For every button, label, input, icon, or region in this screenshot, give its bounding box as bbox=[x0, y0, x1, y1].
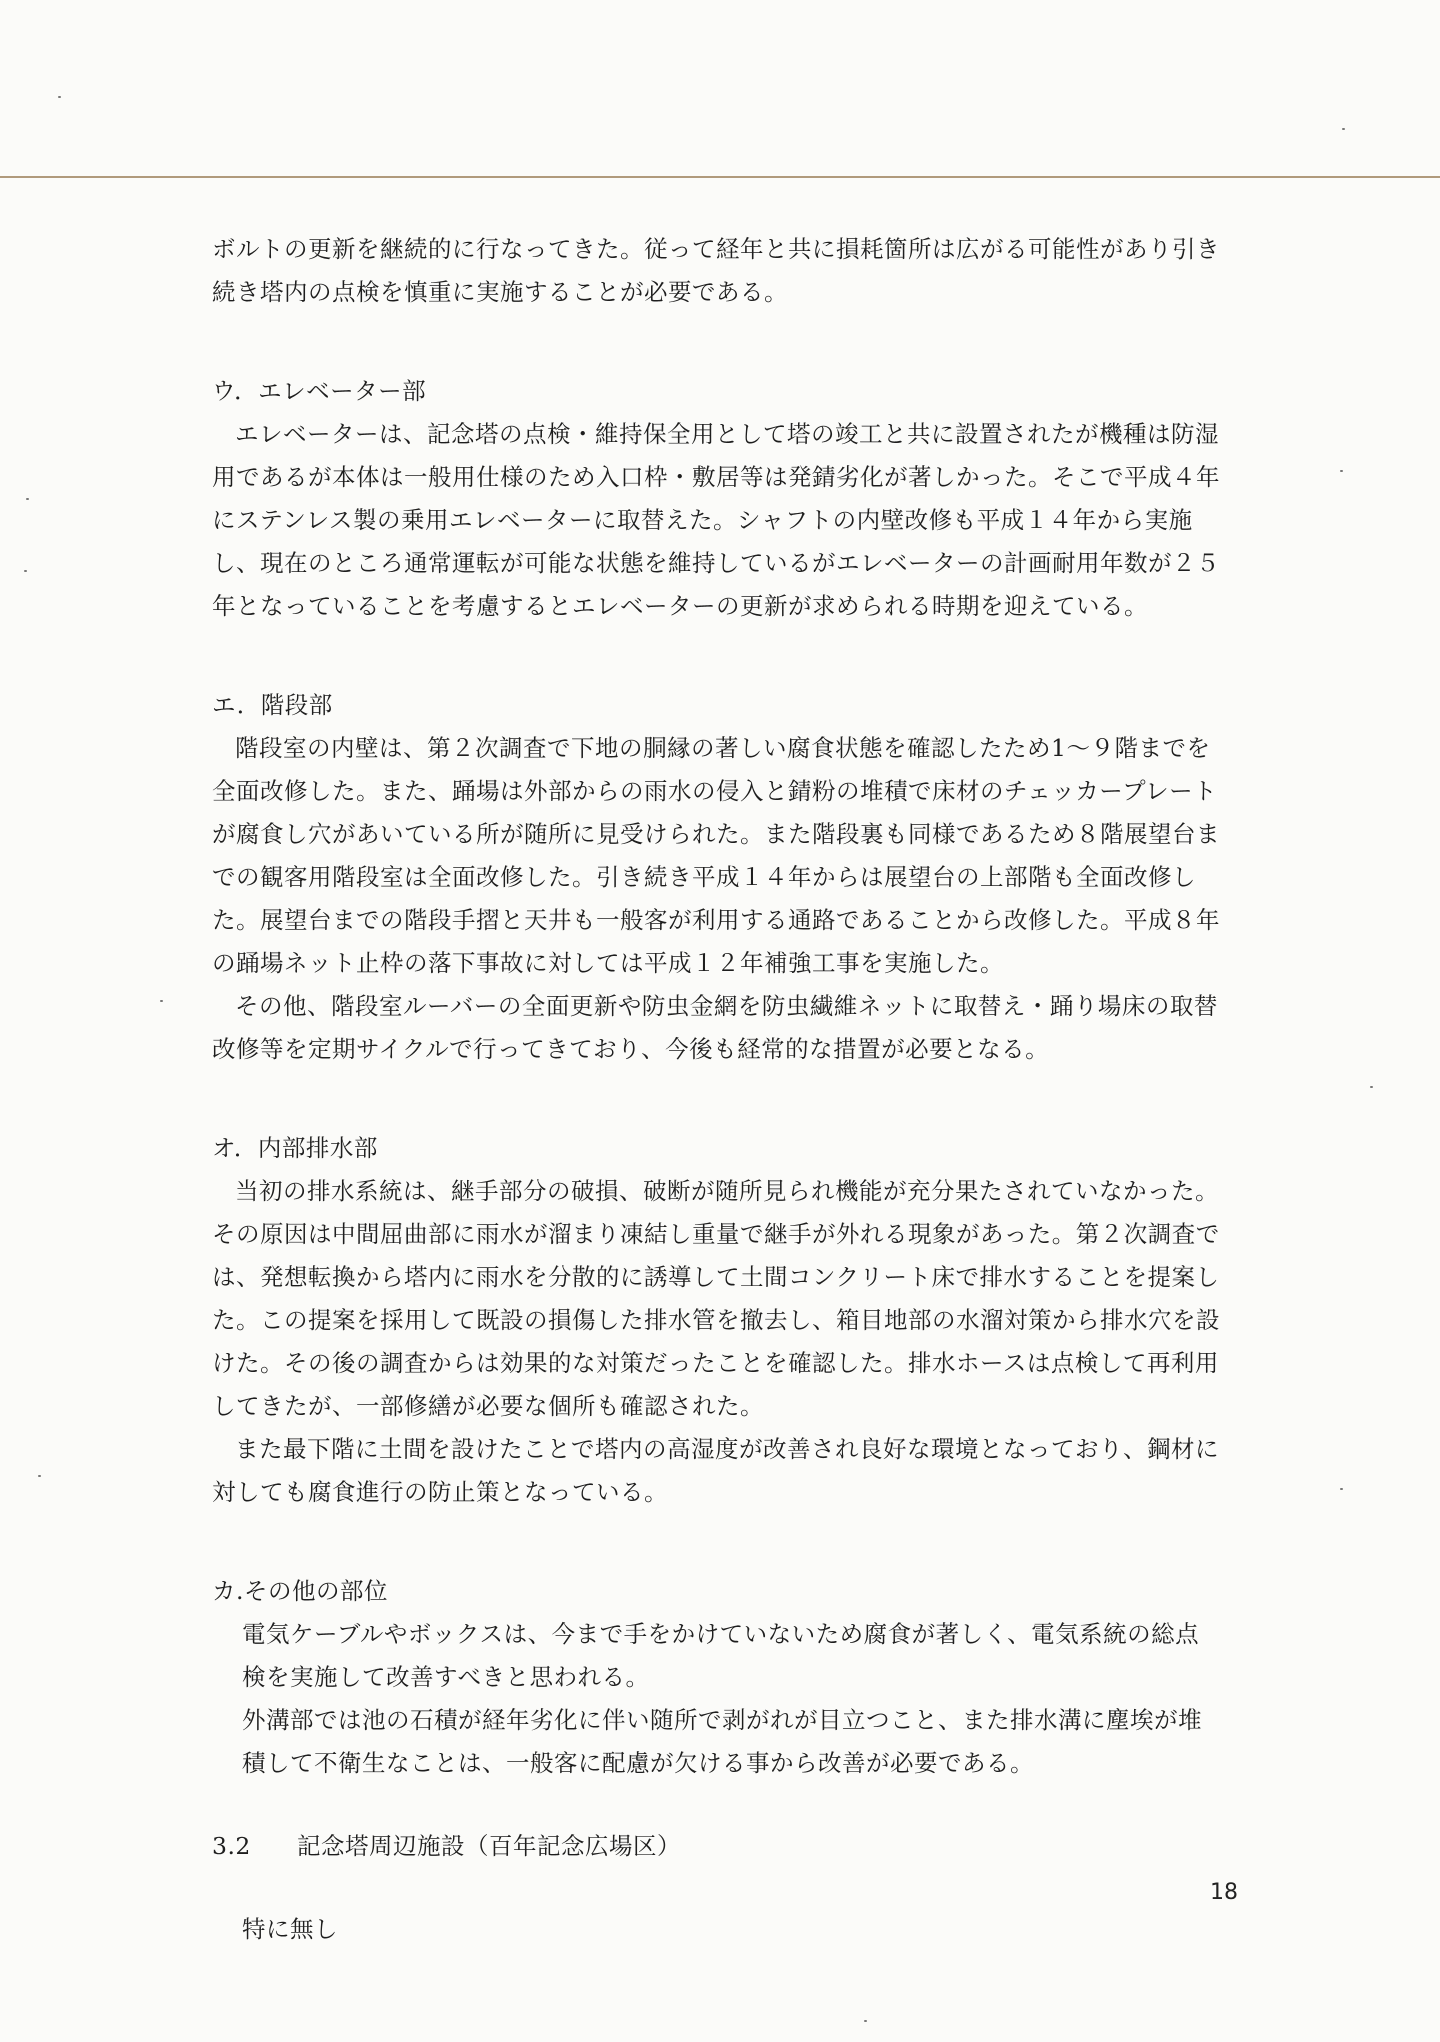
spacer bbox=[212, 1868, 1222, 1908]
scan-speck bbox=[1340, 1488, 1343, 1490]
section-drainage bbox=[212, 1127, 1222, 1514]
section-other-parts bbox=[212, 1570, 1222, 1785]
other-parts-paragraph-1: 電気ケーブルやボックスは、今まで手をかけていないため腐食が著しく、電気系統の総点検を実施して改善すべきと思われる。 bbox=[242, 1620, 1200, 1691]
section-heading-elevator: ウ．エレベーター部 bbox=[212, 377, 427, 405]
elevator-paragraph: エレベーターは、記念塔の点検・維持保全用として塔の竣工と共に設置されたが機種は防湿用であるが本体は一般用仕様のため入口枠・敷居等は発錆劣化が著しかった。そこで平成４年にステンレス製の乗用エレベーターに取替えた。シャフトの内壁改修も平成１４年から実施し、現在のところ通常運転が可能な状態を維持しているがエレベーターの計画耐用年数が２５年となっていることを考慮するとエレベーターの更新が求められる時期を迎えている。 bbox=[212, 420, 1220, 620]
spacer bbox=[212, 1071, 1222, 1127]
intro-paragraph: ボルトの更新を継続的に行なってきた。従って経年と共に損耗箇所は広がる可能性があり引き続き塔内の点検を慎重に実施することが必要である。 bbox=[212, 235, 1220, 306]
section-number: 3.2 bbox=[212, 1832, 251, 1860]
scan-speck bbox=[1340, 470, 1343, 472]
spacer bbox=[212, 1785, 1222, 1825]
section-stairs bbox=[212, 684, 1222, 1071]
scan-speck bbox=[38, 1475, 41, 1477]
drainage-paragraph-2: また最下階に土間を設けたことで塔内の高湿度が改善され良好な環境となっており、鋼材に対しても腐食進行の防止策となっている。 bbox=[212, 1435, 1219, 1506]
document-body bbox=[212, 228, 1222, 1951]
scan-speck bbox=[1370, 1086, 1373, 1088]
section-heading-3-2 bbox=[212, 1825, 1222, 1868]
spacer bbox=[212, 1514, 1222, 1570]
drainage-paragraph-1: 当初の排水系統は、継手部分の破損、破断が随所見られ機能が充分果たされていなかった。その原因は中間屈曲部に雨水が溜まり凍結し重量で継手が外れる現象があった。第２次調査では、発想転換から塔内に雨水を分散的に誘導して土間コンクリート床で排水することを提案した。この提案を採用して既設の損傷した排水管を撤去し、箱目地部の水溜対策から排水穴を設けた。その後の調査からは効果的な対策だったことを確認した。排水ホースは点検して再利用してきたが、一部修繕が必要な個所も確認された。 bbox=[212, 1177, 1220, 1420]
scan-speck bbox=[1342, 128, 1345, 130]
scan-speck bbox=[24, 570, 27, 572]
spacer bbox=[212, 314, 1222, 370]
scan-speck bbox=[864, 2020, 867, 2022]
section-heading-stairs: エ．階段部 bbox=[212, 691, 333, 719]
spacer bbox=[212, 628, 1222, 684]
scan-speck bbox=[160, 1000, 163, 1002]
scan-speck bbox=[26, 498, 29, 500]
stairs-paragraph-1: 階段室の内壁は、第２次調査で下地の胴縁の著しい腐食状態を確認したため1～９階までを全面改修した。また、踊場は外部からの雨水の侵入と錆粉の堆積で床材のチェッカープレートが腐食し穴があいている所が随所に見受けられた。また階段裏も同様であるため８階展望台までの観客用階段室は全面改修した。引き続き平成１４年からは展望台の上部階も全面改修した。展望台までの階段手摺と天井も一般客が利用する通路であることから改修した。平成８年の踊場ネット止枠の落下事故に対しては平成１２年補強工事を実施した。 bbox=[212, 734, 1220, 977]
page-number: 18 bbox=[1210, 1880, 1238, 1905]
section-heading-other-parts: カ.その他の部位 bbox=[212, 1577, 388, 1605]
scan-speck bbox=[58, 96, 61, 98]
section-elevator bbox=[212, 370, 1222, 628]
stairs-paragraph-2: その他、階段室ルーバーの全面更新や防虫金網を防虫繊維ネットに取替え・踊り場床の取替改修等を定期サイクルで行ってきており、今後も経常的な措置が必要となる。 bbox=[212, 992, 1218, 1063]
other-parts-paragraph-2: 外溝部では池の石積が経年劣化に伴い随所で剥がれが目立つこと、また排水溝に塵埃が堆積して不衛生なことは、一般客に配慮が欠ける事から改善が必要である。 bbox=[242, 1706, 1202, 1777]
section-3-2-body: 特に無し bbox=[242, 1915, 338, 1943]
section-title: 記念塔周辺施設（百年記念広場区） bbox=[297, 1832, 681, 1860]
section-heading-drainage: オ．内部排水部 bbox=[212, 1134, 378, 1162]
header-rule bbox=[0, 176, 1440, 178]
section-3-2 bbox=[212, 1825, 1222, 1951]
